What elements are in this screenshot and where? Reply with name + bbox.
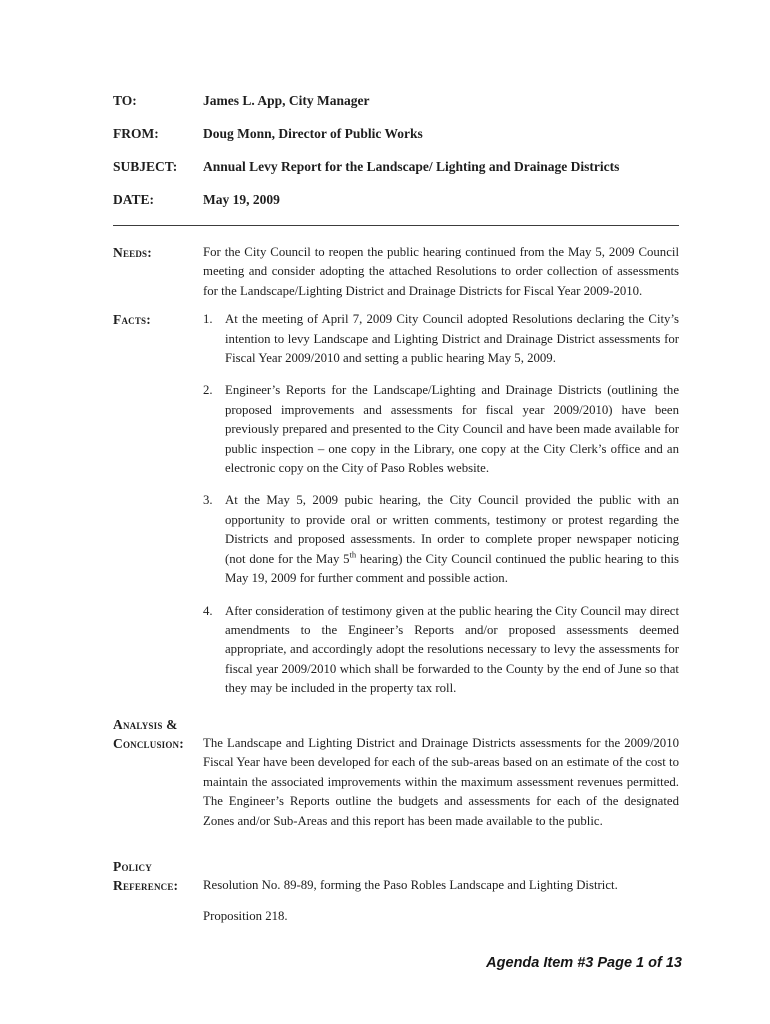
fact-text: At the meeting of April 7, 2009 City Council adopted Resolutions declaring the City’s intention to levy Landscape and Lighting District and Drainage District assessments for Fiscal Year 2009/2010 and setting a public hearing May 5, 2009. xyxy=(225,312,679,366)
date-label: DATE: xyxy=(113,192,155,207)
fact-text-post: hearing) the City Council continued the public hearing to this May 19, 2009 for further comment and possible action. xyxy=(225,551,679,586)
proposition-text: Proposition 218. xyxy=(203,908,288,923)
header-row-date xyxy=(113,192,679,208)
needs-text: For the City Council to reopen the public hearing continued from the May 5, 2009 Council meeting and consider adopting the attached Resolutions to order collection of assessments for the Landscape/Lighting District and Drainage Districts for Fiscal Year 2009-2010. xyxy=(203,245,679,298)
fact-number: 3. xyxy=(203,493,213,508)
to-label: TO: xyxy=(113,93,137,108)
fact-text-pre: At the May 5, 2009 pubic hearing, the City Council provided the public with an opportunity to provide oral or written comments, testimony or protest regarding the Districts and proposed assessments. In order to complete proper newspaper noticing (not done for the May 5 xyxy=(225,493,679,566)
fact-text: After consideration of testimony given at the public hearing the City Council may direct amendments to the Engineer’s Reports and/or proposed assessments deemed appropriate, and accordingly adopt the resolutions necessary to levy the assessments for fiscal year 2009/2010 which shall be forwarded to the County by the end of June so that they may be included in the property tax roll. xyxy=(225,603,679,696)
header-divider xyxy=(113,225,679,226)
from-label: FROM: xyxy=(113,126,159,141)
header-row-from xyxy=(113,126,679,142)
facts-label: Facts: xyxy=(113,312,151,328)
fact-item-4 xyxy=(203,602,679,699)
facts-section xyxy=(113,310,679,698)
ordinal-superscript: th xyxy=(349,549,357,560)
policy-reference-section xyxy=(113,857,679,926)
policy-label-line2: Reference: xyxy=(113,878,179,894)
memo-header xyxy=(113,93,679,208)
fact-number: 1. xyxy=(203,312,213,327)
needs-section xyxy=(113,243,679,301)
page-footer-agenda-item: Agenda Item #3 Page 1 of 13 xyxy=(486,955,682,971)
fact-item-3 xyxy=(203,491,679,588)
analysis-text: The Landscape and Lighting District and Drainage Districts assessments for the 2009/2010 Fiscal Year have been developed for each of the sub-areas based on an estimate of the cost to maintain the associated improvements within the maximum assessment revenues permitted. The Engineer’s Reports outline the budgets and assessments for each of the designated Zones and/or Sub-Areas and this report has been made available to the public. xyxy=(203,735,679,828)
fact-text: Engineer’s Reports for the Landscape/Lighting and Drainage Districts (outlining the proposed improvements and assessments for fiscal year 2009/2010) have been previously prepared and presented to the City Council and have been made available for public inspection – one copy in the Library, one copy at the City Clerk’s office and an electronic copy on the City of Paso Robles website. xyxy=(225,383,679,476)
fact-text xyxy=(225,491,679,588)
from-value: Doug Monn, Director of Public Works xyxy=(203,126,423,141)
header-row-subject xyxy=(113,159,679,175)
subject-label: SUBJECT: xyxy=(113,159,178,174)
analysis-label-line1: Analysis & xyxy=(113,716,178,732)
analysis-label-line2: Conclusion: xyxy=(113,735,184,751)
memo-content xyxy=(113,93,679,926)
policy-label-spacer xyxy=(113,907,203,926)
policy-body-row xyxy=(113,876,679,895)
analysis-conclusion-section xyxy=(113,715,679,831)
subject-value: Annual Levy Report for the Landscape/ Lighting and Drainage Districts xyxy=(203,159,620,174)
policy-label-line1: Policy xyxy=(113,858,152,874)
facts-list xyxy=(203,310,679,698)
to-value: James L. App, City Manager xyxy=(203,93,370,108)
needs-label: Needs: xyxy=(113,245,152,260)
policy-second-row xyxy=(113,907,679,926)
header-row-to xyxy=(113,93,679,109)
fact-number: 4. xyxy=(203,603,213,618)
fact-item-1 xyxy=(203,310,679,368)
date-value: May 19, 2009 xyxy=(203,192,280,207)
policy-text: Resolution No. 89-89, forming the Paso Robles Landscape and Lighting District. xyxy=(203,878,618,893)
analysis-body-row xyxy=(113,734,679,831)
fact-item-2 xyxy=(203,381,679,478)
fact-number: 2. xyxy=(203,383,213,398)
